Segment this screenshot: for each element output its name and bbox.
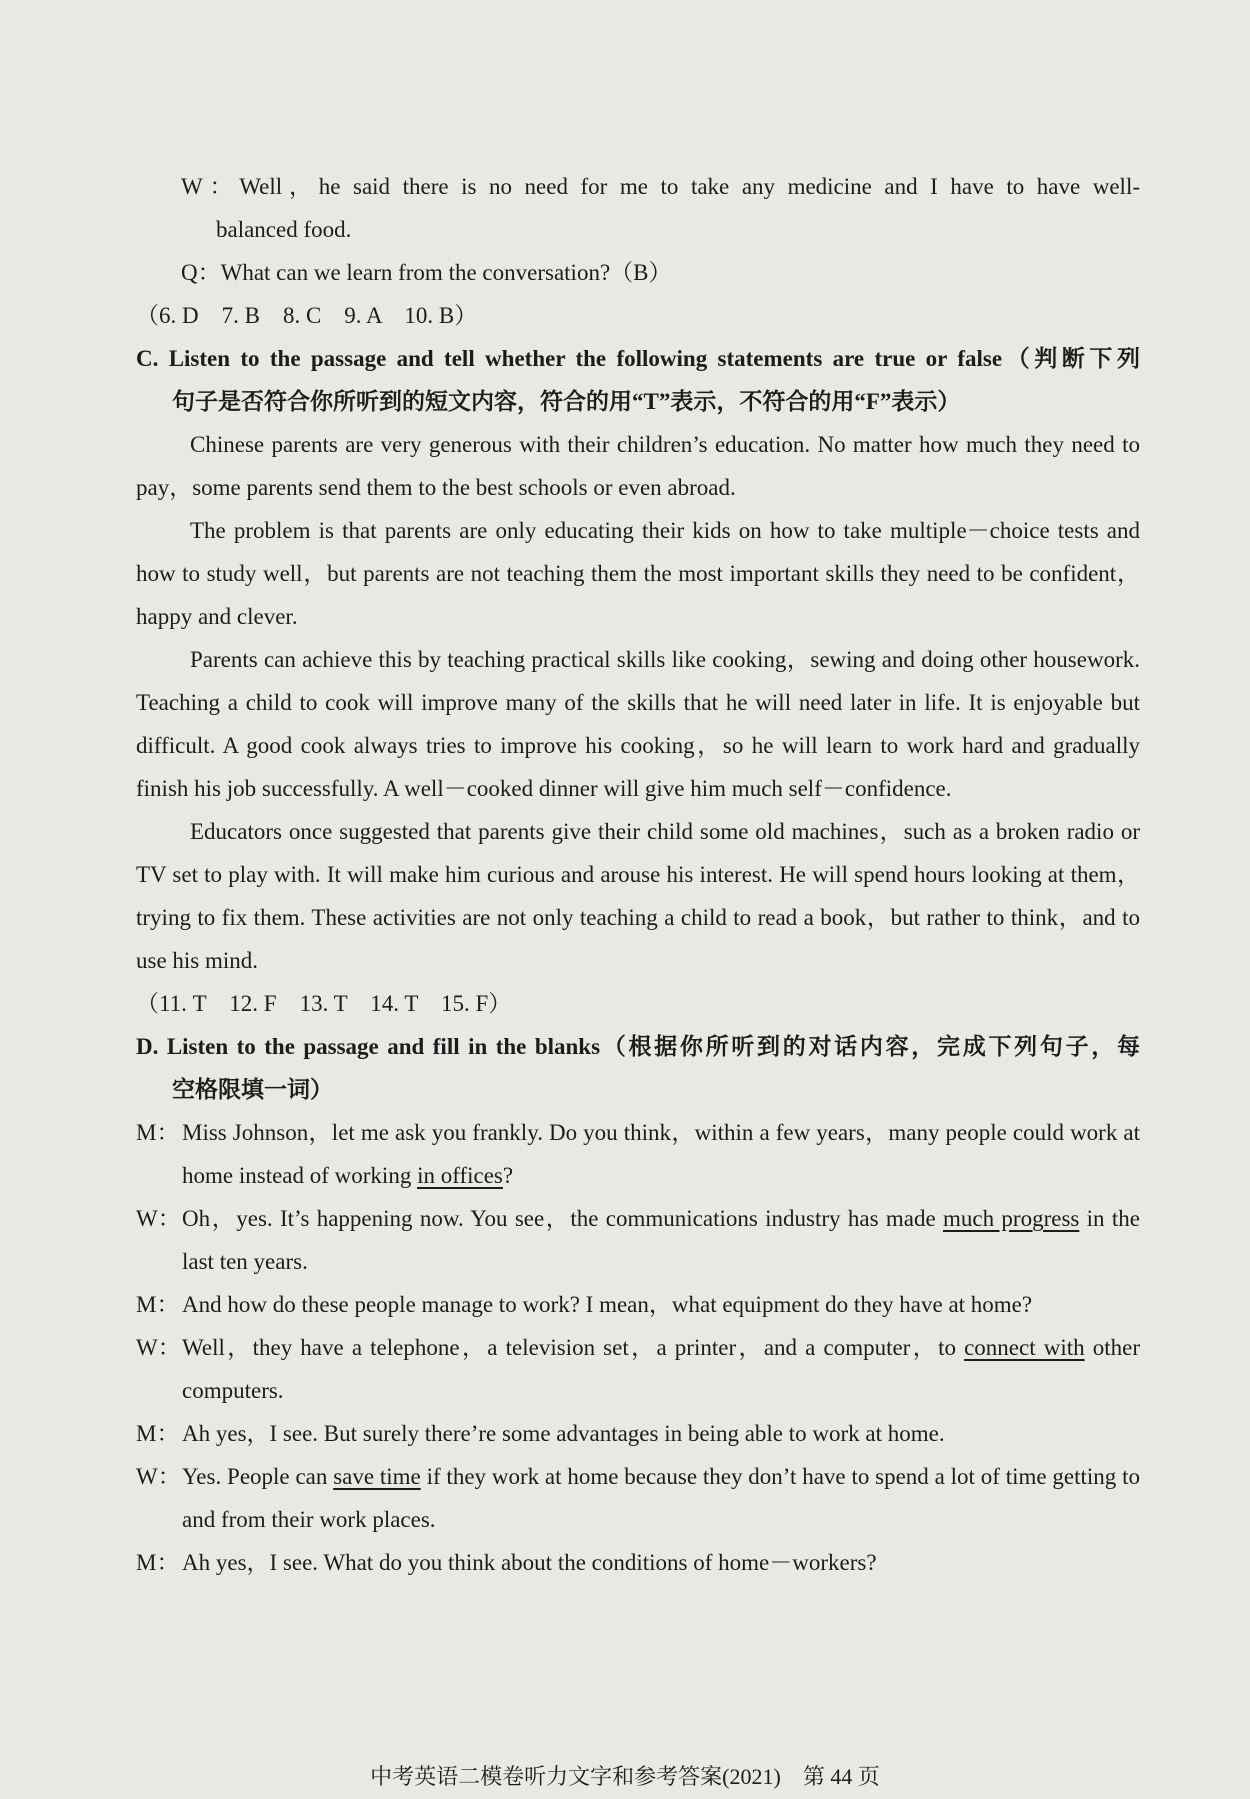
section-c-heading-line-2: 句子是否符合你所听到的短文内容，符合的用“T”表示，不符合的用“F”表示） <box>172 389 961 414</box>
dialog-w-line-2: balanced food. <box>216 217 352 242</box>
section-c-paragraph-4: Educators once suggested that parents give their child some old machines，such as a broken radio or TV set to play with. It will make him curious and arouse his interest. He will spend hours looking at them，trying to fix them. These activities are not only teaching a child to read a book，but rather to think，and to use his mind. <box>136 819 1140 973</box>
dialog-w-line-1: W：Well，he said there is no need for me to take any medicine and I have to have well- <box>181 174 1140 199</box>
answers-11-15: （11. T 12. F 13. T 14. T 15. F） <box>136 991 512 1016</box>
dialog-w-1: W： Oh，yes. It’s happening now. You see，the communications industry has made much progress in the last ten years. <box>136 1197 1140 1283</box>
speaker-w: W： <box>136 1464 181 1489</box>
dialog-m-3: M： Ah yes，I see. But surely there’re some advantages in being able to work at home. <box>136 1412 1140 1455</box>
speaker-m: M： <box>136 1292 180 1317</box>
speaker-m: M： <box>136 1120 180 1145</box>
dialog-m-4: M： Ah yes，I see. What do you think about the conditions of home－workers? <box>136 1541 1140 1584</box>
dialog-question-line: Q：What can we learn from the conversation?（B） <box>181 260 672 285</box>
speaker-m: M： <box>136 1550 180 1575</box>
page-footer: 中考英语二模卷听力文字和参考答案(2021) 第 44 页 <box>370 1764 880 1789</box>
section-c-paragraph-2: The problem is that parents are only educating their kids on how to take multiple－choice tests and how to study well，but parents are not teaching them the most important skills they need to be confident，happy and clever. <box>136 518 1140 629</box>
speaker-m: M： <box>136 1421 180 1446</box>
blank-answer-connect-with: connect with <box>964 1335 1085 1360</box>
blank-answer-in-offices: in offices <box>417 1163 503 1188</box>
dialog-previous <box>136 165 1140 294</box>
dialog-w-3: W： Yes. People can save time if they work at home because they don’t have to spend a lot of time getting to and from their work places. <box>136 1455 1140 1541</box>
blank-answer-save-time: save time <box>333 1464 421 1489</box>
dialog-m-1: M： Miss Johnson，let me ask you frankly. Do you think，within a few years，many people could work at home instead of working in offices? <box>136 1111 1140 1197</box>
section-d-heading-line-1: D. Listen to the passage and fill in the blanks（根据你所听到的对话内容，完成下列句子，每 <box>136 1034 1140 1059</box>
section-d-heading-line-2: 空格限填一词） <box>172 1077 333 1102</box>
section-c <box>136 337 1140 1025</box>
dialog-m-2: M： And how do these people manage to work? I mean，what equipment do they have at home? <box>136 1283 1140 1326</box>
section-c-paragraph-1: Chinese parents are very generous with their children’s education. No matter how much they need to pay，some parents send them to the best schools or even abroad. <box>136 432 1140 500</box>
answers-6-10: （6. D 7. B 8. C 9. A 10. B） <box>136 303 478 328</box>
section-d <box>136 1025 1140 1584</box>
section-c-paragraph-3: Parents can achieve this by teaching practical skills like cooking，sewing and doing other housework. Teaching a child to cook will improve many of the skills that he will need later in life. It is enjoyable but difficult. A good cook always tries to improve his cooking，so he will learn to work hard and gradually finish his job successfully. A well－cooked dinner will give him much self－confidence. <box>136 647 1140 801</box>
dialog-w-2: W： Well，they have a telephone，a television set，a printer，and a computer，to connect with other computers. <box>136 1326 1140 1412</box>
speaker-w: W： <box>136 1335 181 1360</box>
section-c-heading-line-1: C. Listen to the passage and tell whether the following statements are true or false（判断下列 <box>136 346 1140 371</box>
blank-answer-much-progress: much progress <box>942 1206 1080 1231</box>
speaker-w: W： <box>136 1206 181 1231</box>
